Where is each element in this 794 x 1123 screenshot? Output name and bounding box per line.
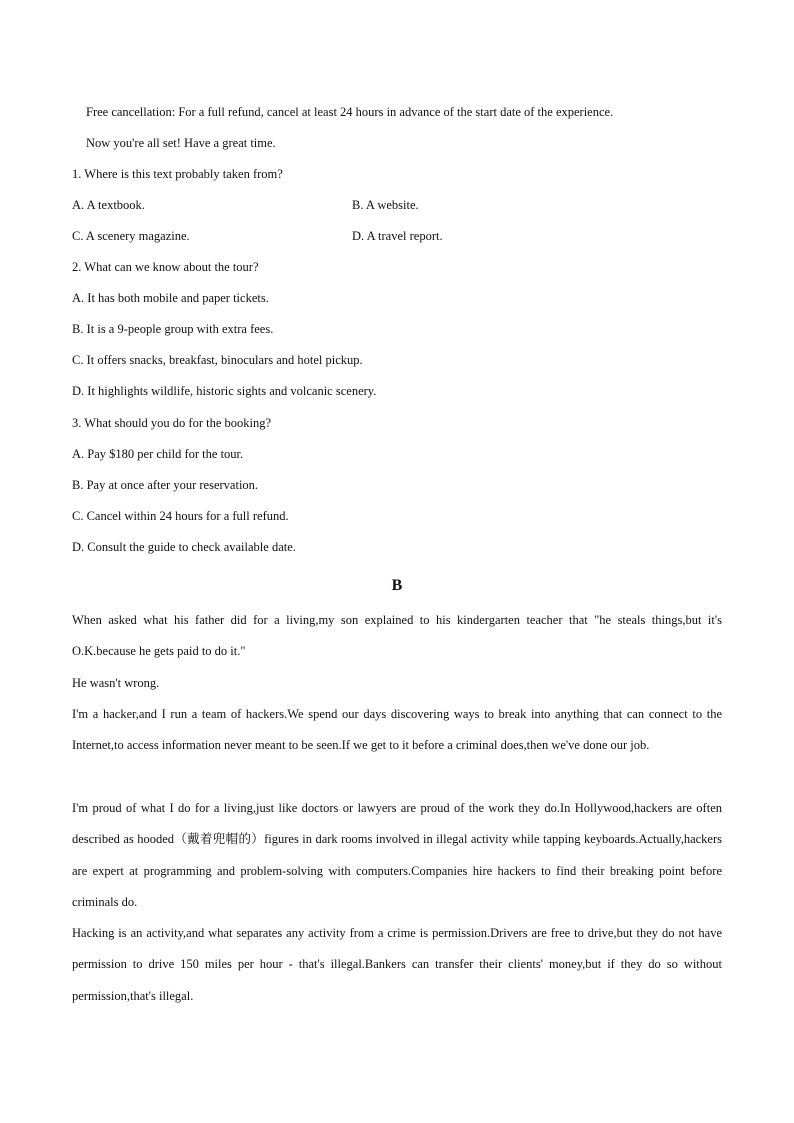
question-2-stem: 2. What can we know about the tour? [72, 260, 259, 274]
section-b-paragraph-1: When asked what his father did for a living,my son explained to his kindergarten teacher that "he steals things,but it's O.K.because he gets paid to do it." [72, 613, 722, 659]
question-1-option-b: B. A website. [352, 198, 419, 212]
question-3-option-d: D. Consult the guide to check available date. [72, 540, 296, 554]
question-3-option-a: A. Pay $180 per child for the tour. [72, 447, 244, 461]
section-b-heading: B [391, 577, 403, 594]
section-b-paragraph-3: I'm a hacker,and I run a team of hackers.We spend our days discovering ways to break into anything that can connect to the Internet,to access information never meant to be seen.If we get to it before a criminal does,then we've done our job. [72, 707, 722, 753]
section-b-paragraph-2: He wasn't wrong. [72, 676, 160, 690]
question-1-option-c: C. A scenery magazine. [72, 229, 190, 243]
question-3-stem: 3. What should you do for the booking? [72, 416, 272, 430]
question-3-option-b: B. Pay at once after your reservation. [72, 478, 259, 492]
question-3-option-c: C. Cancel within 24 hours for a full refund. [72, 509, 289, 523]
section-b-paragraph-5: Hacking is an activity,and what separates any activity from a crime is permission.Drivers are free to drive,but they do not have permission to drive 150 miles per hour - that's illegal.Bankers can transfer their clients' money,but if they do so without permission,that's illegal. [72, 926, 722, 1003]
section-b-paragraph-4: I'm proud of what I do for a living,just like doctors or lawyers are proud of the work they do.In Hollywood,hackers are often described as hooded（戴着兜帽的）figures in dark rooms involved in illegal activity while tapping keyboards.Actually,hackers are expert at programming and problem-solving with computers.Companies hire hackers to find their breaking point before criminals do. [72, 801, 722, 909]
question-2-option-d: D. It highlights wildlife, historic sights and volcanic scenery. [72, 384, 377, 398]
all-set-note: Now you're all set! Have a great time. [86, 136, 276, 150]
question-2-option-b: B. It is a 9-people group with extra fees. [72, 322, 274, 336]
question-1-stem: 1. Where is this text probably taken from? [72, 167, 283, 181]
cancellation-note: Free cancellation: For a full refund, cancel at least 24 hours in advance of the start date of the experience. [86, 105, 614, 119]
question-2-option-a: A. It has both mobile and paper tickets. [72, 291, 269, 305]
question-1-option-d: D. A travel report. [352, 229, 443, 243]
question-1-option-a: A. A textbook. [72, 198, 145, 212]
question-2-option-c: C. It offers snacks, breakfast, binoculars and hotel pickup. [72, 353, 363, 367]
